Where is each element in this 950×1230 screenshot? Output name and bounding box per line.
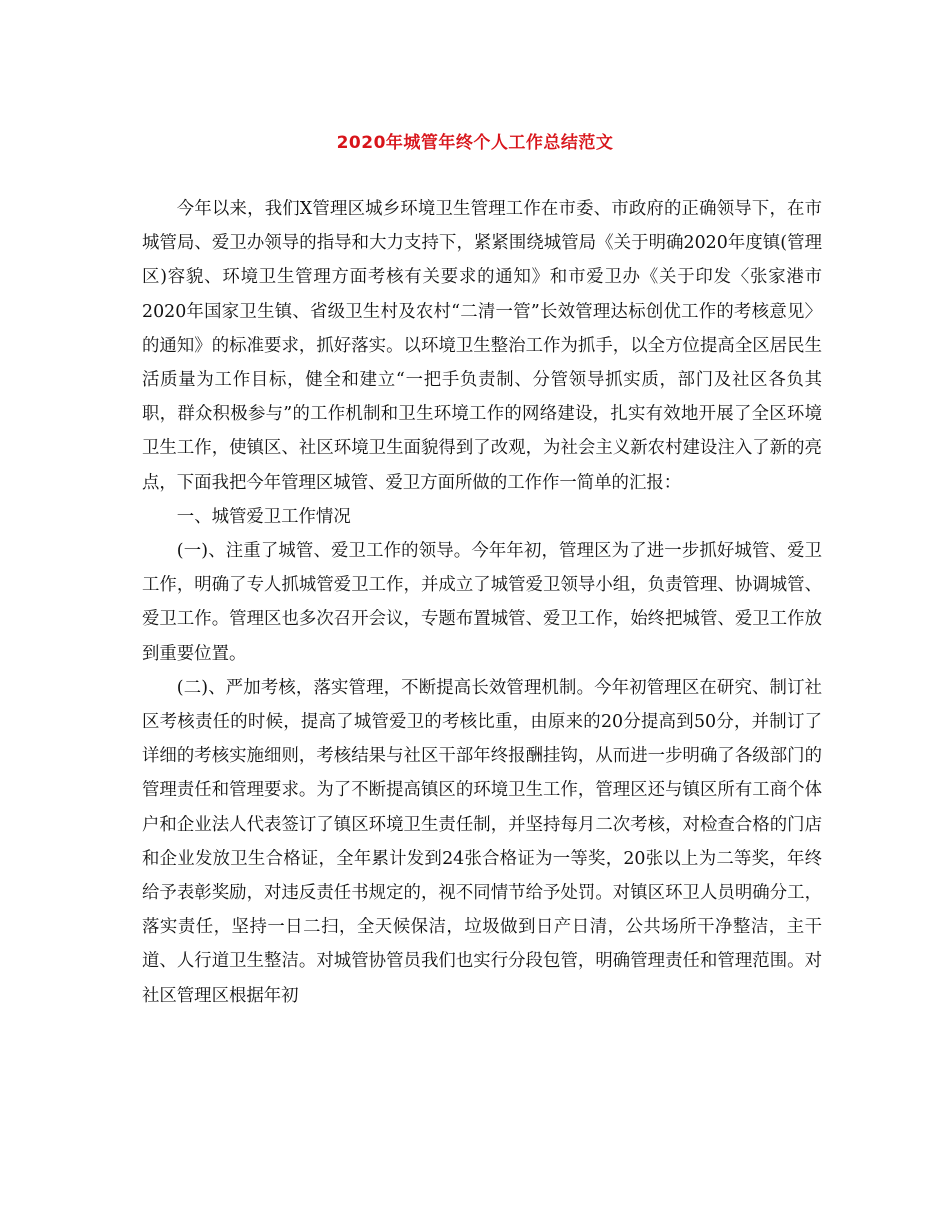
document-body bbox=[142, 192, 822, 1013]
paragraph-assessment: (二)、严加考核，落实管理，不断提高长效管理机制。今年初管理区在研究、制订社区考核责任的时候，提高了城管爱卫的考核比重，由原来的20分提高到50分，并制订了详细的考核实施细则，考核结果与社区干部年终报酬挂钩，从而进一步明确了各级部门的管理责任和管理要求。为了不断提高镇区的环境卫生工作，管理区还与镇区所有工商个体户和企业法人代表签订了镇区环境卫生责任制，并坚持每月二次考核，对检查合格的门店和企业发放卫生合格证，全年累计发到24张合格证为一等奖，20张以上为二等奖，年终给予表彰奖励，对违反责任书规定的，视不同情节给予处罚。对镇区环卫人员明确分工，落实责任，坚持一日二扫，全天候保洁，垃圾做到日产日清，公共场所干净整洁，主干道、人行道卫生整洁。对城管协管员我们也实行分段包管，明确管理责任和管理范围。对社区管理区根据年初 bbox=[142, 677, 822, 1006]
document-title: 2020年城管年终个人工作总结范文 bbox=[336, 133, 614, 153]
paragraph-leadership: (一)、注重了城管、爱卫工作的领导。今年年初，管理区为了进一步抓好城管、爱卫工作，明确了专人抓城管爱卫工作，并成立了城管爱卫领导小组，负责管理、协调城管、爱卫工作。管理区也多次召开会议，专题布置城管、爱卫工作，始终把城管、爱卫工作放到重要位置。 bbox=[142, 541, 822, 664]
paragraph-intro: 今年以来，我们X管理区城乡环境卫生管理工作在市委、市政府的正确领导下，在市城管局、爱卫办领导的指导和大力支持下，紧紧围绕城管局《关于明确2020年度镇(管理区)容貌、环境卫生管理方面考核有关要求的通知》和市爱卫办《关于印发〈张家港市2020年国家卫生镇、省级卫生村及农村“二清一管”长效管理达标创优工作的考核意见〉的通知》的标准要求，抓好落实。以环境卫生整治工作为抓手，以全方位提高全区居民生活质量为工作目标，健全和建立“一把手负责制、分管领导抓实质，部门及社区各负其职，群众积极参与”的工作机制和卫生环境工作的网络建设，扎实有效地开展了全区环境卫生工作，使镇区、社区环境卫生面貌得到了改观，为社会主义新农村建设注入了新的亮点，下面我把今年管理区城管、爱卫方面所做的工作作一简单的汇报： bbox=[142, 199, 822, 493]
section-heading: 一、城管爱卫工作情况 bbox=[176, 506, 351, 527]
